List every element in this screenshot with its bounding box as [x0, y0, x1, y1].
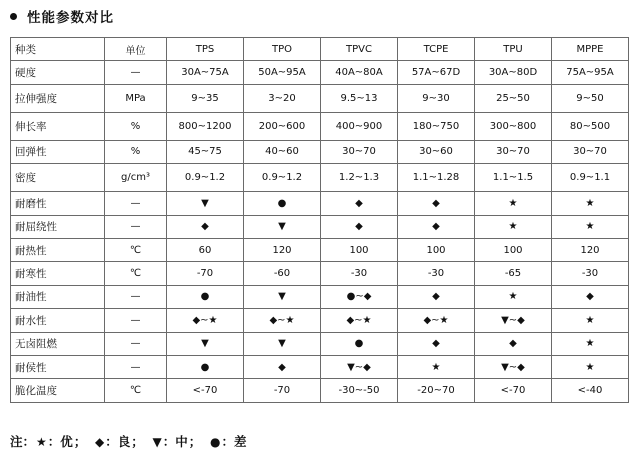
value-cell: ▼ — [167, 332, 244, 355]
header-cell: 种类 — [11, 38, 105, 61]
value-cell: ◆ — [167, 215, 244, 238]
value-cell: 9~50 — [552, 84, 629, 112]
unit-cell: — — [105, 192, 167, 215]
value-cell: -65 — [475, 262, 552, 285]
value-cell: -70 — [167, 262, 244, 285]
value-cell: -30 — [321, 262, 398, 285]
property-name-cell: 耐热性 — [11, 238, 105, 261]
value-cell: 9~35 — [167, 84, 244, 112]
value-cell: ● — [244, 192, 321, 215]
value-cell: ★ — [552, 309, 629, 332]
value-cell: ◆ — [321, 192, 398, 215]
value-cell: 1.1~1.5 — [475, 164, 552, 192]
property-name-cell: 密度 — [11, 164, 105, 192]
value-cell: 3~20 — [244, 84, 321, 112]
value-cell: ▼~◆ — [475, 355, 552, 378]
value-cell: -30~-50 — [321, 379, 398, 402]
unit-cell: — — [105, 332, 167, 355]
header-cell: TPU — [475, 38, 552, 61]
legend-label: 优 — [60, 434, 73, 449]
unit-cell: — — [105, 355, 167, 378]
value-cell: 30~70 — [475, 140, 552, 163]
legend-symbol-icon: ◆ — [95, 435, 105, 449]
value-cell: 9.5~13 — [321, 84, 398, 112]
value-cell: ▼ — [167, 192, 244, 215]
value-cell: 30A~80D — [475, 61, 552, 84]
value-cell: 40A~80A — [321, 61, 398, 84]
value-cell: ◆ — [552, 285, 629, 308]
table-row — [11, 112, 629, 140]
value-cell: ★ — [552, 332, 629, 355]
table-row — [11, 379, 629, 402]
legend-symbol-icon: ★ — [36, 435, 47, 449]
property-name-cell: 耐屈绕性 — [11, 215, 105, 238]
property-name-cell: 耐油性 — [11, 285, 105, 308]
unit-cell: — — [105, 61, 167, 84]
value-cell: -30 — [552, 262, 629, 285]
value-cell: 120 — [244, 238, 321, 261]
value-cell: ★ — [552, 192, 629, 215]
value-cell: 25~50 — [475, 84, 552, 112]
value-cell: 30~60 — [398, 140, 475, 163]
value-cell: 300~800 — [475, 112, 552, 140]
unit-cell: — — [105, 309, 167, 332]
value-cell: 80~500 — [552, 112, 629, 140]
property-name-cell: 无卤阻燃 — [11, 332, 105, 355]
table-row — [11, 84, 629, 112]
value-cell: 100 — [398, 238, 475, 261]
value-cell: 9~30 — [398, 84, 475, 112]
value-cell: ◆~★ — [321, 309, 398, 332]
value-cell: ● — [167, 355, 244, 378]
value-cell: <-70 — [167, 379, 244, 402]
value-cell: ◆ — [475, 332, 552, 355]
section-heading — [10, 6, 114, 26]
section-title: 性能参数对比 — [27, 10, 114, 26]
table-row — [11, 164, 629, 192]
value-cell: ◆ — [398, 215, 475, 238]
unit-cell: ℃ — [105, 379, 167, 402]
legend-symbol-icon: ● — [210, 435, 221, 449]
table-row — [11, 61, 629, 84]
value-cell: 180~750 — [398, 112, 475, 140]
value-cell: 100 — [475, 238, 552, 261]
legend-note: 注：★：优； ◆：良； ▼：中； ●：差 — [10, 434, 247, 449]
value-cell: ▼~◆ — [321, 355, 398, 378]
property-name-cell: 耐水性 — [11, 309, 105, 332]
table-row — [11, 262, 629, 285]
legend-symbol-icon: ▼ — [152, 435, 162, 449]
value-cell: ★ — [475, 285, 552, 308]
bullet-icon — [10, 13, 17, 20]
value-cell: ●~◆ — [321, 285, 398, 308]
value-cell: <-70 — [475, 379, 552, 402]
value-cell: 0.9~1.2 — [244, 164, 321, 192]
value-cell: -20~70 — [398, 379, 475, 402]
header-cell: 单位 — [105, 38, 167, 61]
table-row — [11, 140, 629, 163]
property-name-cell: 耐寒性 — [11, 262, 105, 285]
value-cell: ▼~◆ — [475, 309, 552, 332]
property-name-cell: 脆化温度 — [11, 379, 105, 402]
value-cell: ◆ — [398, 285, 475, 308]
header-cell: TPS — [167, 38, 244, 61]
header-cell: MPPE — [552, 38, 629, 61]
value-cell: 40~60 — [244, 140, 321, 163]
value-cell: ◆ — [244, 355, 321, 378]
property-name-cell: 耐侯性 — [11, 355, 105, 378]
value-cell: ▼ — [244, 285, 321, 308]
value-cell: ★ — [475, 215, 552, 238]
legend-label: 良 — [117, 434, 131, 449]
value-cell: 400~900 — [321, 112, 398, 140]
value-cell: 200~600 — [244, 112, 321, 140]
value-cell: ★ — [475, 192, 552, 215]
value-cell: -70 — [244, 379, 321, 402]
value-cell: 0.9~1.1 — [552, 164, 629, 192]
value-cell: 57A~67D — [398, 61, 475, 84]
unit-cell: % — [105, 140, 167, 163]
property-name-cell: 伸长率 — [11, 112, 105, 140]
value-cell: ▼ — [244, 332, 321, 355]
value-cell: ◆~★ — [398, 309, 475, 332]
table-row — [11, 309, 629, 332]
property-name-cell: 拉伸强度 — [11, 84, 105, 112]
value-cell: -60 — [244, 262, 321, 285]
table-row — [11, 192, 629, 215]
value-cell: ◆ — [398, 192, 475, 215]
property-name-cell: 耐磨性 — [11, 192, 105, 215]
value-cell: ★ — [552, 215, 629, 238]
unit-cell: — — [105, 285, 167, 308]
property-name-cell: 硬度 — [11, 61, 105, 84]
table-header-row — [11, 38, 629, 61]
table-row — [11, 332, 629, 355]
value-cell: 60 — [167, 238, 244, 261]
table-row — [11, 238, 629, 261]
performance-comparison-table — [10, 37, 629, 403]
header-cell: TCPE — [398, 38, 475, 61]
table-row — [11, 355, 629, 378]
value-cell: -30 — [398, 262, 475, 285]
value-cell: ▼ — [244, 215, 321, 238]
value-cell: 1.1~1.28 — [398, 164, 475, 192]
value-cell: ● — [321, 332, 398, 355]
value-cell: 100 — [321, 238, 398, 261]
value-cell: 30~70 — [552, 140, 629, 163]
value-cell: ● — [167, 285, 244, 308]
header-cell: TPVC — [321, 38, 398, 61]
table-row — [11, 215, 629, 238]
value-cell: ◆ — [398, 332, 475, 355]
value-cell: 30~70 — [321, 140, 398, 163]
legend-label: 差 — [234, 434, 247, 449]
value-cell: 1.2~1.3 — [321, 164, 398, 192]
value-cell: 50A~95A — [244, 61, 321, 84]
value-cell: ◆ — [321, 215, 398, 238]
property-name-cell: 回弹性 — [11, 140, 105, 163]
value-cell: 30A~75A — [167, 61, 244, 84]
unit-cell: % — [105, 112, 167, 140]
unit-cell: — — [105, 215, 167, 238]
value-cell: ★ — [398, 355, 475, 378]
value-cell: <-40 — [552, 379, 629, 402]
unit-cell: ℃ — [105, 262, 167, 285]
value-cell: ◆~★ — [167, 309, 244, 332]
legend-label: 中 — [175, 434, 188, 449]
value-cell: 120 — [552, 238, 629, 261]
unit-cell: ℃ — [105, 238, 167, 261]
value-cell: ★ — [552, 355, 629, 378]
value-cell: 0.9~1.2 — [167, 164, 244, 192]
legend-prefix: 注： — [10, 434, 36, 449]
value-cell: 800~1200 — [167, 112, 244, 140]
unit-cell: MPa — [105, 84, 167, 112]
unit-cell: g/cm³ — [105, 164, 167, 192]
header-cell: TPO — [244, 38, 321, 61]
value-cell: 75A~95A — [552, 61, 629, 84]
value-cell: 45~75 — [167, 140, 244, 163]
value-cell: ◆~★ — [244, 309, 321, 332]
table-row — [11, 285, 629, 308]
